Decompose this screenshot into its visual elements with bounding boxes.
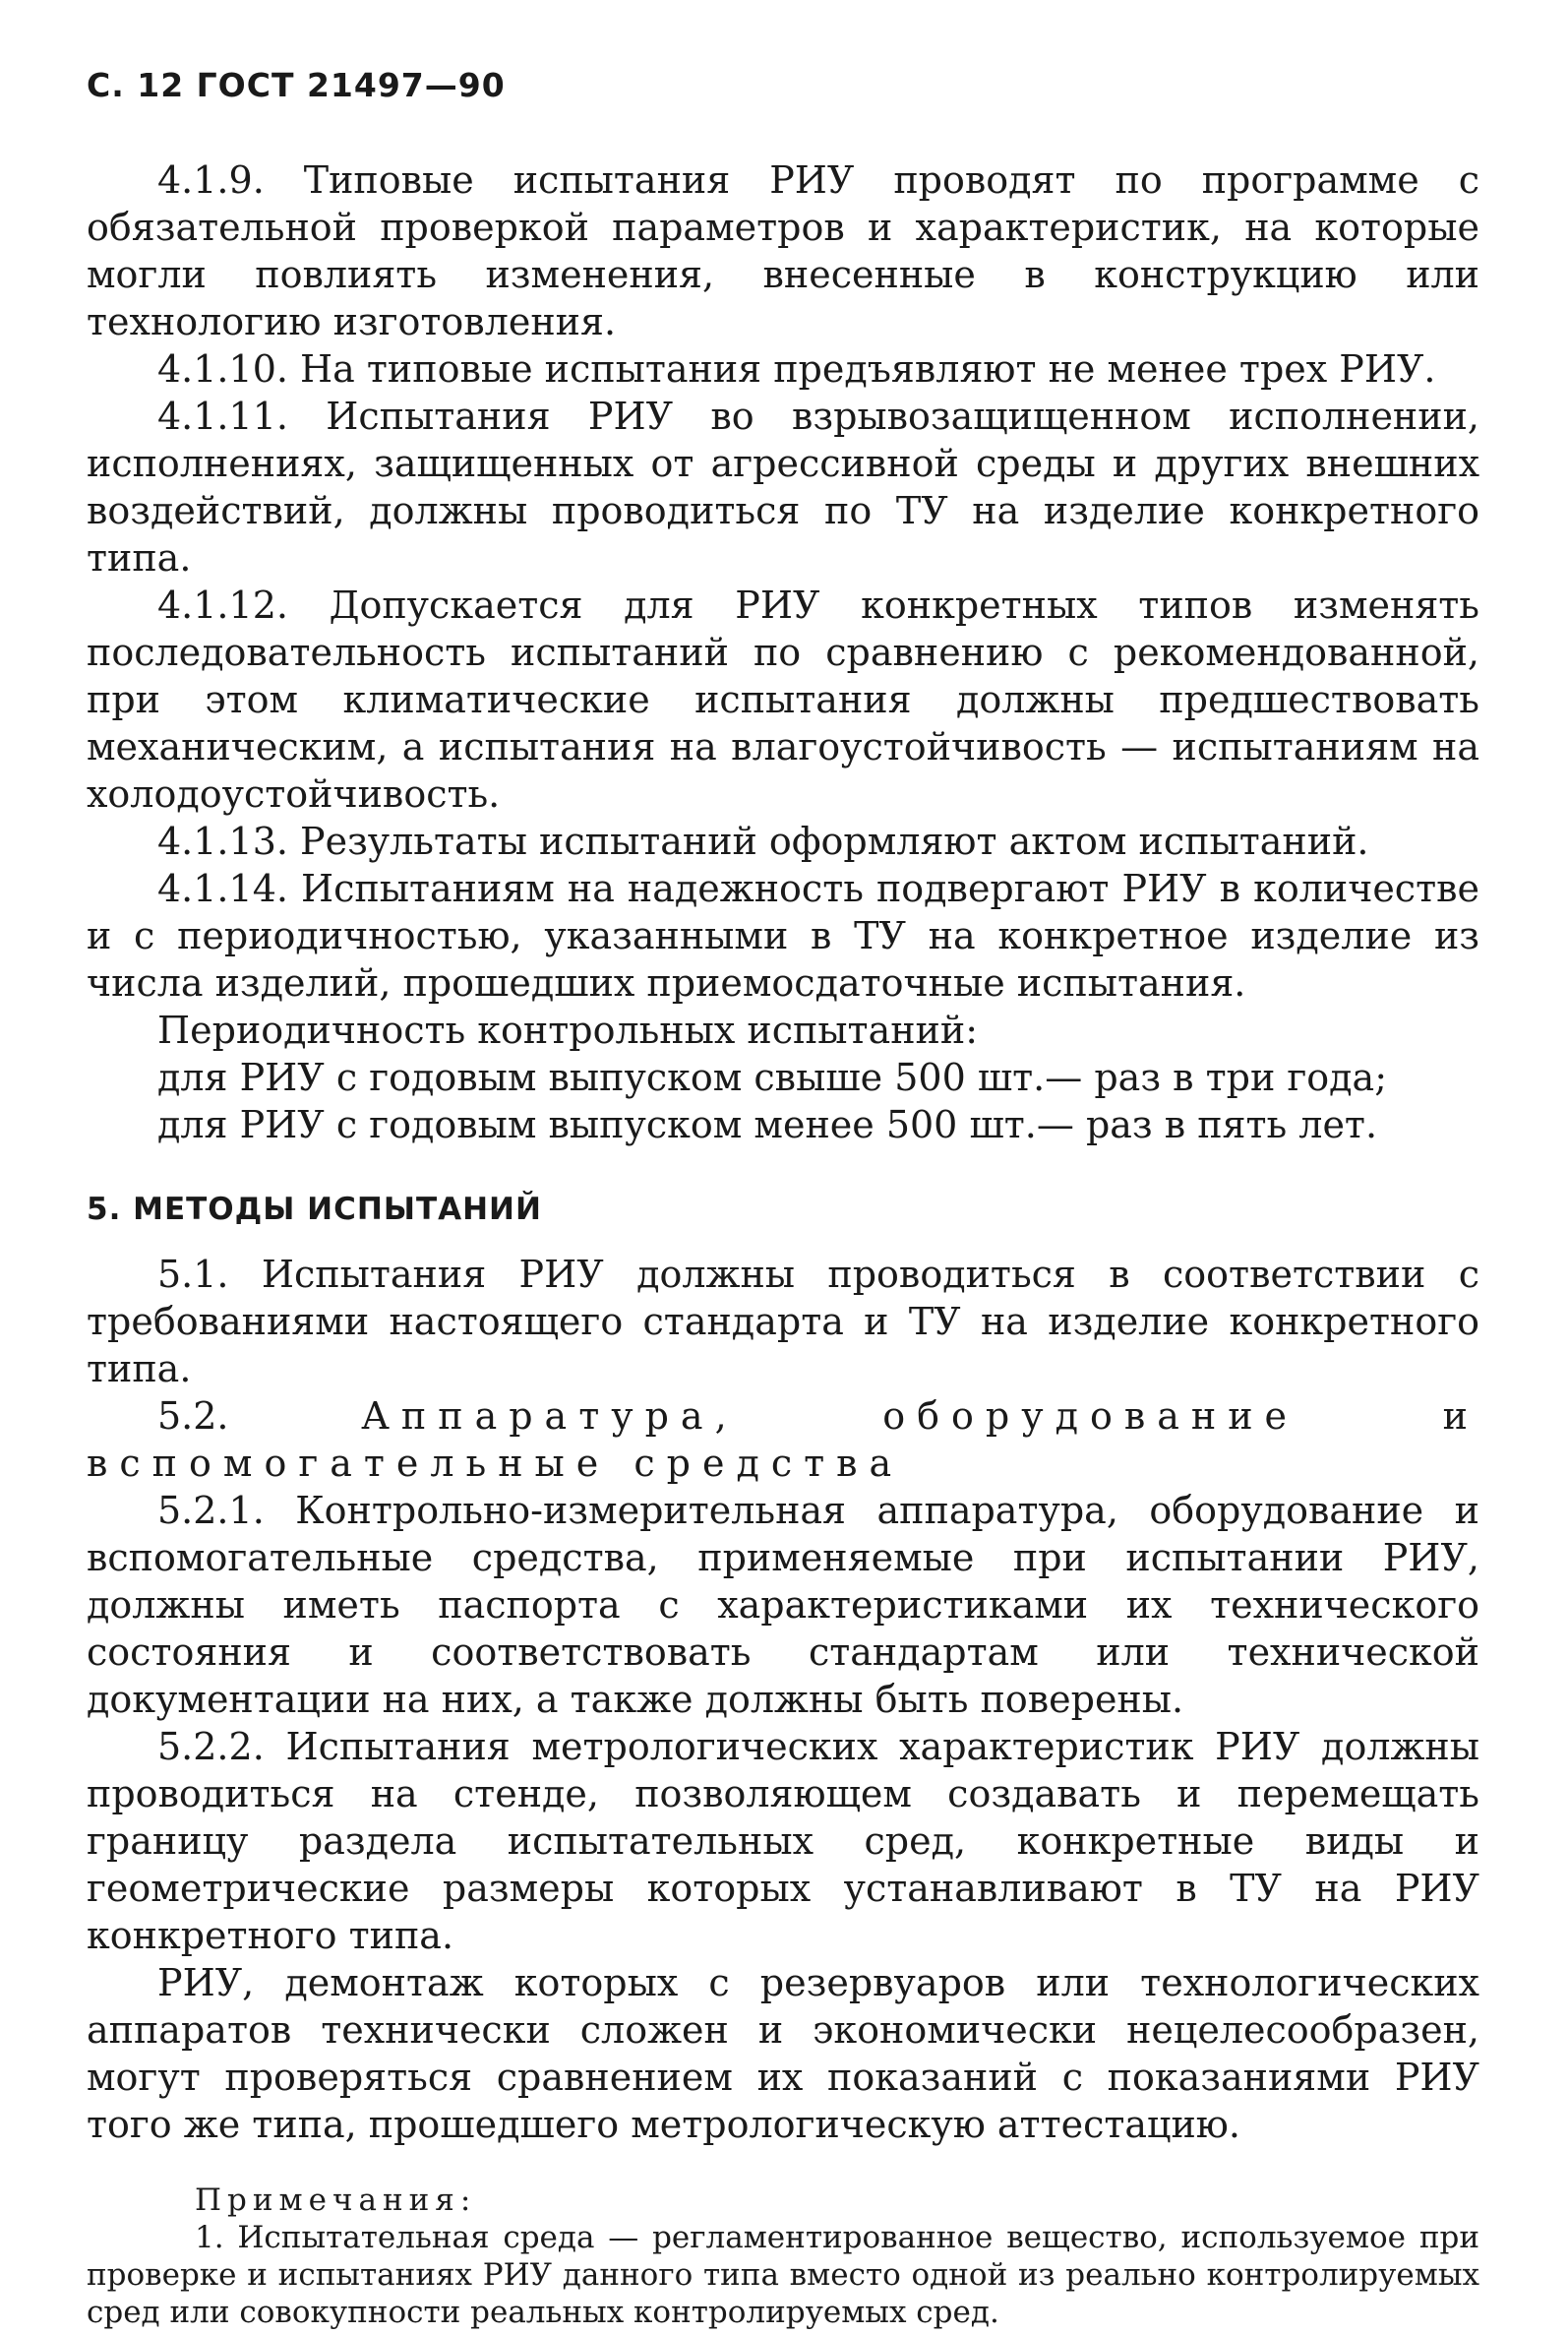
paragraph-4-1-13: 4.1.13. Результаты испытаний оформляют актом испытаний. xyxy=(157,820,1369,863)
paragraph-4-1-9: 4.1.9. Типовые испытания РИУ проводят по программе с обязательной проверкой параметров и характеристик, на которые могли повлиять изменения, внесенные в конструкцию или технологию изготовления. xyxy=(87,158,1479,343)
paragraph-4-1-14: 4.1.14. Испытаниям на надежность подвергают РИУ в количестве и с периодичностью, указанными в ТУ на конкретное изделие из числа изделий, прошедших приемосдаточные испытания. xyxy=(87,867,1479,1005)
note-item-1: 1. Испытательная среда — регламентированное вещество, используемое при проверке и испытаниях РИУ данного типа вместо одной из реально контролируемых сред или совокупности реальных контролируемых сред. xyxy=(87,2220,1479,2330)
paragraph-5-1: 5.1. Испытания РИУ должны проводиться в соответствии с требованиями настоящего стандарта и ТУ на изделие конкретного типа. xyxy=(87,1253,1479,1390)
section-5-title: 5. МЕТОДЫ ИСПЫТАНИЙ xyxy=(87,1192,542,1227)
paragraph-periodicity-under-500: для РИУ с годовым выпуском менее 500 шт.— раз в пять лет. xyxy=(157,1103,1378,1146)
notes-title: Примечания: xyxy=(195,2182,477,2218)
paragraph-5-2-title: Аппаратура, оборудование и вспомогательные средства xyxy=(87,1394,1479,1485)
page-header: С. 12 ГОСТ 21497—90 xyxy=(87,66,506,104)
paragraph-4-1-11: 4.1.11. Испытания РИУ во взрывозащищенном исполнении, исполнениях, защищенных от агрессивной среды и других внешних воздействий, должны проводиться по ТУ на изделие конкретного типа. xyxy=(87,395,1479,580)
section-4-body xyxy=(87,156,1479,2148)
paragraph-5-2-1: 5.2.1. Контрольно-измерительная аппаратура, оборудование и вспомогательные средства, применяемые при испытании РИУ, должны иметь паспорта с характеристиками их технического состояния и соответствовать стандартам или технической документации на них, а также должны быть поверены. xyxy=(87,1489,1479,1721)
paragraph-periodicity: Периодичность контрольных испытаний: xyxy=(157,1009,979,1052)
paragraph-4-1-12: 4.1.12. Допускается для РИУ конкретных типов изменять последовательность испытаний по сравнению с рекомендованной, при этом климатические испытания должны предшествовать механическим, а испытания на влагоустойчивость — испытаниям на холодоустойчивость. xyxy=(87,584,1479,816)
paragraph-5-2-number: 5.2. xyxy=(157,1394,229,1438)
paragraph-4-1-10: 4.1.10. На типовые испытания предъявляют не менее трех РИУ. xyxy=(157,347,1436,391)
paragraph-periodicity-over-500: для РИУ с годовым выпуском свыше 500 шт.— раз в три года; xyxy=(157,1056,1387,1099)
paragraph-riu-dismantle: РИУ, демонтаж которых с резервуаров или технологических аппаратов технически сложен и экономически нецелесообразен, могут проверяться сравнением их показаний с показаниями РИУ того же типа, прошедшего метрологическую аттестацию. xyxy=(87,1961,1479,2146)
notes-block xyxy=(87,2181,1479,2331)
paragraph-5-2-2: 5.2.2. Испытания метрологических характеристик РИУ должны проводиться на стенде, позволяющем создавать и перемещать границу раздела испытательных сред, конкретные виды и геометрические размеры которых устанавливают в ТУ на РИУ конкретного типа. xyxy=(87,1725,1479,1957)
paragraph-5-2 xyxy=(87,1392,1479,1487)
